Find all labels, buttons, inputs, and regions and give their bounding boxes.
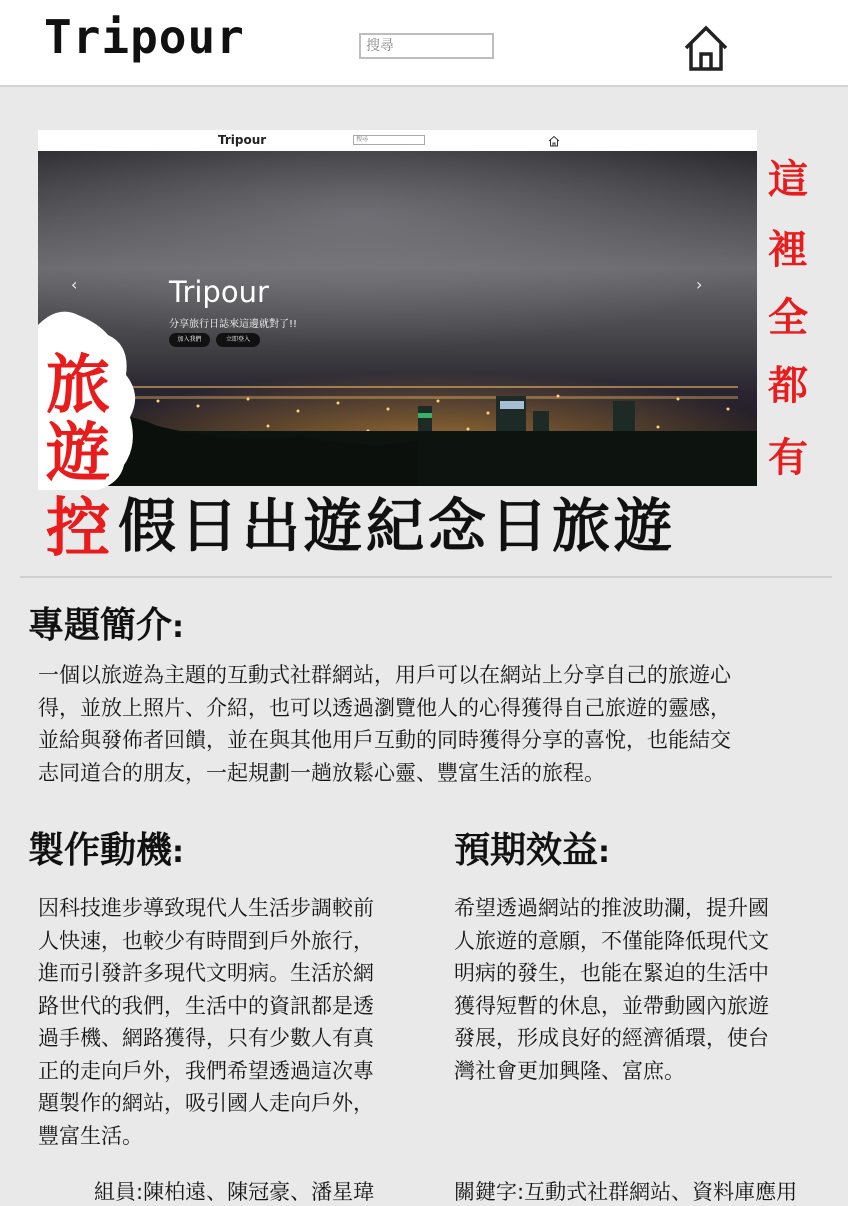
search-input[interactable] [359, 33, 494, 59]
benefits-line: 明病的發生，也能在緊迫的生活中 [454, 961, 769, 985]
carousel-prev-arrow: ‹ [71, 275, 78, 294]
top-navbar [0, 0, 848, 87]
intro-line: 一個以旅遊為主題的互動式社群網站，用戶可以在網站上分享自己的旅遊心 [38, 663, 731, 687]
home-icon[interactable] [680, 22, 732, 74]
slogan-right-char: 有 [768, 434, 808, 481]
benefits-heading-text: 預期效益 [454, 830, 599, 871]
keywords: 關鍵字:互動式社群網站、資料庫應用 [454, 1180, 798, 1204]
hero-title: Tripour [169, 275, 269, 309]
motivation-line: 豐富生活。 [38, 1123, 143, 1148]
slogan-line: 假日出遊紀念日旅遊 [118, 492, 677, 560]
intro-heading [28, 605, 185, 646]
intro-line: 得，並放上照片、介紹，也可以透過瀏覽他人的心得獲得自己旅遊的靈感， [38, 695, 731, 720]
motivation-heading-colon: : [172, 835, 185, 870]
motivation-line: 因科技進步導致現代人生活步調較前 [38, 896, 374, 920]
motivation-line: 題製作的網站，吸引國人走向戶外， [38, 1091, 374, 1115]
benefits-line: 獲得短暫的休息，並帶動國內旅遊 [454, 993, 769, 1018]
intro-paragraph [38, 659, 818, 789]
website-preview-image [38, 130, 757, 491]
benefits-line: 人旅遊的意願，不僅能降低現代文 [454, 928, 769, 953]
motivation-line: 進而引發許多現代文明病。生活於網 [38, 961, 374, 985]
slogan-right-char: 裡 [768, 226, 808, 273]
slogan-left-char: 旅 [46, 348, 110, 423]
slogan-right-char: 全 [768, 294, 808, 341]
motivation-line: 正的走向戶外，我們希望透過這次專 [38, 1058, 374, 1083]
motivation-heading-text: 製作動機 [28, 830, 173, 871]
intro-line: 並給與發佈者回饋，並在與其他用戶互動的同時獲得分享的喜悅，也能結交 [38, 728, 731, 752]
preview-login-button: 立即登入 [216, 333, 260, 347]
slogan-left-char: 控 [46, 491, 110, 566]
intro-line: 志同道合的朋友，一起規劃一趟放鬆心靈、豐富生活的旅程。 [38, 760, 605, 785]
slogan-right-char: 這 [768, 156, 808, 203]
slogan-left-char: 遊 [46, 416, 110, 491]
hero-subtitle: 分享旅行日誌來這邊就對了!! [169, 319, 298, 330]
motivation-paragraph [38, 892, 428, 1152]
benefits-line: 灣社會更加興隆、富庶。 [454, 1058, 685, 1083]
motivation-line: 路世代的我們，生活中的資訊都是透 [38, 993, 374, 1018]
benefits-heading-colon: : [598, 835, 611, 870]
intro-heading-text: 專題簡介 [28, 605, 173, 646]
motivation-line: 過手機、網路獲得，只有少數人有真 [38, 1026, 374, 1050]
motivation-heading [28, 830, 185, 871]
preview-logo: Tripour [218, 133, 267, 147]
preview-home-icon [548, 135, 560, 147]
preview-navbar [38, 130, 757, 151]
intro-heading-colon: : [172, 610, 185, 645]
benefits-line: 發展，形成良好的經濟循環，使台 [454, 1026, 769, 1050]
preview-join-button: 加入我們 [169, 333, 210, 347]
section-divider [20, 576, 832, 578]
benefits-line: 希望透過網站的推波助瀾，提升國 [454, 896, 769, 920]
site-logo[interactable]: Tripour [44, 10, 245, 64]
carousel-next-arrow: › [696, 275, 703, 294]
preview-search-input: 搜尋 [353, 135, 425, 145]
motivation-line: 人快速，也較少有時間到戶外旅行， [38, 928, 374, 953]
team-members: 組員:陳柏遠、陳冠豪、潘星瑋 [94, 1180, 375, 1204]
benefits-paragraph [454, 892, 834, 1087]
hero-night-city-photo [38, 151, 757, 491]
benefits-heading [454, 830, 611, 871]
slogan-right-char: 都 [768, 362, 808, 409]
